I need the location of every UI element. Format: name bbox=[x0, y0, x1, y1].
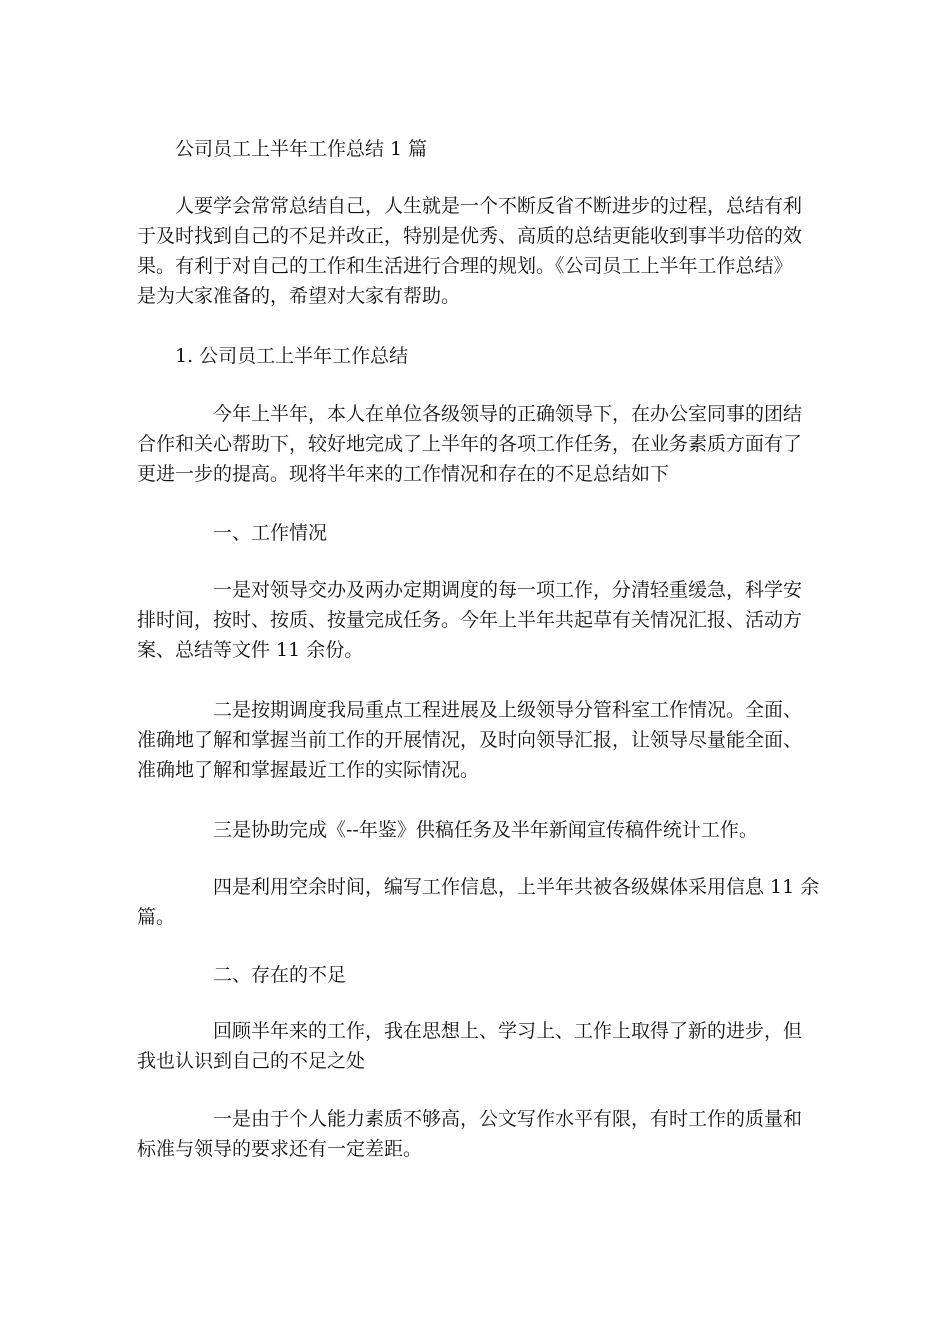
intro-line-2: 于及时找到自己的不足并改正，特别是优秀、高质的总结更能收到事半功倍的效 bbox=[137, 225, 803, 247]
shortcoming-intro-line-1: 回顾半年来的工作，我在思想上、学习上、工作上取得了新的进步，但 bbox=[213, 1020, 803, 1042]
work-item-1-line-2: 排时间，按时、按质、按量完成任务。今年上半年共起草有关情况汇报、活动方 bbox=[137, 609, 803, 631]
work-item-1-line-1: 一是对领导交办及两办定期调度的每一项工作，分清轻重缓急，科学安 bbox=[213, 579, 803, 601]
document-title: 公司员工上半年工作总结 1 篇 bbox=[175, 138, 428, 160]
shortcoming-item-1-line-2: 标准与领导的要求还有一定差距。 bbox=[137, 1138, 423, 1160]
work-item-4-line-1: 四是利用空余时间，编写工作信息，上半年共被各级媒体采用信息 11 余 bbox=[213, 876, 820, 898]
summary-line-3: 更进一步的提高。现将半年来的工作情况和存在的不足总结如下 bbox=[137, 463, 670, 485]
intro-paragraph bbox=[137, 191, 813, 311]
work-item-3 bbox=[137, 815, 813, 845]
work-item-1 bbox=[137, 575, 813, 665]
heading-work-situation: 一、工作情况 bbox=[213, 522, 328, 544]
work-item-4-line-2: 篇。 bbox=[137, 906, 176, 928]
work-item-4 bbox=[137, 872, 820, 932]
summary-line-1: 今年上半年，本人在单位各级领导的正确领导下，在办公室同事的团结 bbox=[213, 403, 803, 425]
intro-line-1: 人要学会常常总结自己，人生就是一个不断反省不断进步的过程，总结有利 bbox=[175, 195, 803, 217]
work-item-2-line-1: 二是按期调度我局重点工程进展及上级领导分管科室工作情况。全面、 bbox=[213, 699, 803, 721]
shortcoming-intro bbox=[137, 1016, 813, 1076]
shortcoming-intro-line-2: 我也认识到自己的不足之处 bbox=[137, 1050, 366, 1072]
heading-shortcomings: 二、存在的不足 bbox=[213, 964, 347, 986]
section-heading-1: 1. 公司员工上半年工作总结 bbox=[175, 345, 409, 367]
summary-paragraph bbox=[137, 399, 813, 489]
intro-line-3: 果。有利于对自己的工作和生活进行合理的规划。《公司员工上半年工作总结》 bbox=[137, 255, 793, 277]
work-item-1-line-3: 案、总结等文件 11 余份。 bbox=[137, 639, 364, 661]
work-item-2-line-2: 准确地了解和掌握当前工作的开展情况，及时向领导汇报，让领导尽量能全面、 bbox=[137, 729, 803, 751]
summary-line-2: 合作和关心帮助下，较好地完成了上半年的各项工作任务，在业务素质方面有了 bbox=[137, 433, 803, 455]
intro-line-4: 是为大家准备的，希望对大家有帮助。 bbox=[137, 285, 461, 307]
work-item-2 bbox=[137, 695, 813, 785]
shortcoming-item-1-line-1: 一是由于个人能力素质不够高，公文写作水平有限，有时工作的质量和 bbox=[213, 1108, 803, 1130]
shortcoming-item-1 bbox=[137, 1104, 813, 1164]
work-item-3-line-1: 三是协助完成《--年鉴》供稿任务及半年新闻宣传稿件统计工作。 bbox=[213, 819, 758, 841]
work-item-2-line-3: 准确地了解和掌握最近工作的实际情况。 bbox=[137, 759, 480, 781]
